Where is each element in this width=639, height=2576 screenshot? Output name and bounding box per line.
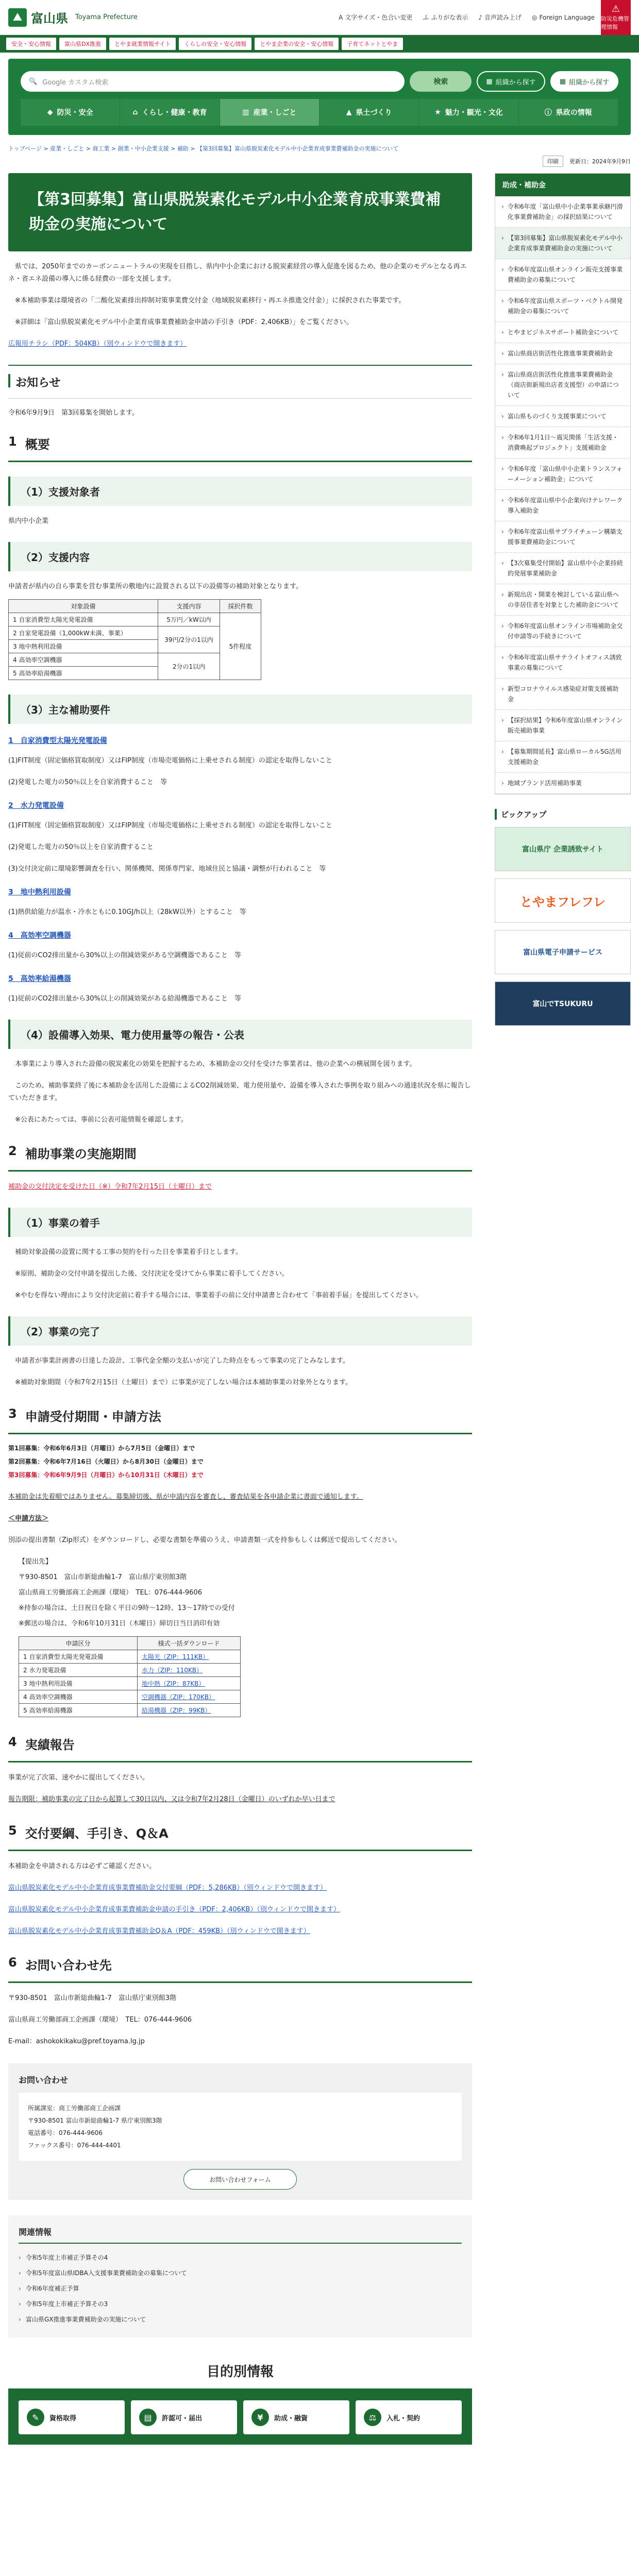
download-link[interactable]: 空調機器（ZIP：170KB） xyxy=(142,1693,215,1701)
section-number: 1 xyxy=(8,434,17,449)
purpose-info xyxy=(8,2353,472,2445)
contact-line: 〒930-8501 富山市新総曲輪1-7 富山県庁東別館3階 xyxy=(8,1994,177,2002)
period-text: 補助金の交付決定を受けた日（※）令和7年2月15日（土曜日）まで xyxy=(8,1183,212,1191)
requirement-heading: 5 高効率給湯機器 xyxy=(8,975,71,983)
purpose-card[interactable] xyxy=(356,2400,462,2434)
table-cell: 2分の1以内 xyxy=(158,653,220,680)
logo-text-ja: 富山県 xyxy=(31,11,68,26)
sidebar-item[interactable]: › 令和6年度富山県オンライン市場補助金交付申請等の手続きについて xyxy=(495,616,630,647)
inquiry-line: 〒930-8501 富山市新総曲輪1-7 県庁東別館3階 xyxy=(28,2117,162,2124)
sidebar-item[interactable]: › 【募集期間延長】富山県ローカル5G活用支援補助金 xyxy=(495,741,630,773)
inquiry-line: 所属課室：商工労働部商工企画課 xyxy=(28,2105,121,2112)
purpose-label: 許認可・届出 xyxy=(162,2414,203,2422)
table-row xyxy=(19,1677,241,1690)
util-label: 文字サイズ・色合い変更 xyxy=(345,14,413,21)
road-icon: ▲ xyxy=(346,108,352,116)
section-title: お問い合わせ先 xyxy=(25,1958,112,1973)
related-item[interactable]: › 富山県GX推進事業費補助金の実施について xyxy=(19,2312,462,2327)
alert-icon: ⚠ xyxy=(611,4,620,14)
subnav-link[interactable]: とやま企業の安全・安心情報 xyxy=(255,38,339,50)
table-row xyxy=(19,1690,241,1704)
pickup-area xyxy=(495,809,631,1026)
target-text: 県内中小企業 xyxy=(8,517,49,525)
section-heading xyxy=(8,1406,472,1434)
sidebar-item[interactable]: › 【採択結果】令和6年度富山県オンライン販売補助事業 xyxy=(495,710,630,741)
breadcrumb[interactable]: トップページ > 産業・しごと > 商工業 > 創業・中小企業支援 > 補助 > 【第3回募集】富山県脱炭素化モデル中小企業育成事業費補助金の実施について xyxy=(8,145,399,152)
main-content xyxy=(8,173,472,2445)
doc-link[interactable]: 富山県脱炭素化モデル中小企業育成事業費補助金申請の手引き（PDF：2,406KB）（別ウィンドウで開きます） xyxy=(8,1906,341,1913)
contract-icon: ⚖ xyxy=(364,2409,381,2426)
org-icon: ▦ xyxy=(486,77,493,86)
page-tools xyxy=(0,152,639,167)
table-cell: 2 水力発電設備 xyxy=(19,1664,138,1677)
certificate-icon: ✎ xyxy=(27,2409,44,2426)
table-header-row xyxy=(19,1637,241,1650)
dest-block xyxy=(19,1571,472,1630)
schedule-item: 第3回募集：令和6年9月9日（月曜日）から10月31日（木曜日）まで xyxy=(8,1471,204,1479)
sidebar-item[interactable]: › 令和6年度「富山県中小企業トランスフォーメーション補助金」について xyxy=(495,459,630,490)
table-row xyxy=(19,1650,241,1664)
subsection-heading: （2）支援内容 xyxy=(8,542,472,571)
subsection-heading: （1）事業の着手 xyxy=(8,1208,472,1237)
inquiry-body xyxy=(19,2093,462,2161)
section-title: 実績報告 xyxy=(25,1738,75,1752)
org-icon: ▦ xyxy=(559,77,566,86)
site-header xyxy=(0,0,639,35)
inquiry-form-button[interactable]: お問い合わせフォーム xyxy=(183,2169,297,2190)
related-info xyxy=(8,2215,472,2337)
sidebar-item[interactable]: › 令和6年度富山県サテライトオフィス誘致事業の募集について xyxy=(495,647,630,679)
search-button[interactable]: 検索 xyxy=(410,71,472,92)
org-search-button-2[interactable] xyxy=(550,71,618,92)
dest-line: ※郵送の場合は、令和6年10月31日（木曜日）締切日当日消印有効 xyxy=(19,1620,220,1628)
related-item[interactable]: › 令和5年度富山県IDBA入支援事業費補助金の募集について xyxy=(19,2265,462,2281)
purpose-card[interactable] xyxy=(131,2400,237,2434)
section-title: 補助事業の実施期間 xyxy=(25,1147,137,1161)
purpose-card[interactable] xyxy=(243,2400,349,2434)
doc-link[interactable]: 富山県脱炭素化モデル中小企業育成事業費補助金交付要綱（PDF：5,286KB）（別ウィンドウで開きます） xyxy=(8,1884,327,1892)
section-heading xyxy=(8,1823,472,1851)
dest-heading: 【提出先】 xyxy=(19,1558,53,1566)
flyer-link[interactable] xyxy=(8,338,472,350)
purpose-label: 資格取得 xyxy=(49,2414,77,2422)
requirement-heading: 1 自家消費型太陽光発電設備 xyxy=(8,737,107,745)
util-label: Foreign Language xyxy=(539,13,595,21)
schedule-list xyxy=(8,1442,472,1482)
download-link[interactable]: 給湯機器（ZIP：99KB） xyxy=(142,1707,211,1714)
dest-line: 〒930-8501 富山市新総曲輪1-7 富山県庁東別館3階 xyxy=(19,1573,187,1581)
complete-line: 申請者が事業計画書の日達した設計、工事代金全額の支払いが完了した時点をもって事業の完了とみなします。 xyxy=(15,1357,349,1365)
section-heading xyxy=(8,1144,472,1172)
purpose-label: 助成・融資 xyxy=(274,2414,308,2422)
disaster-label: 防災危機管理情報 xyxy=(601,15,629,30)
subnav-link[interactable]: 子育てネットとやま xyxy=(342,38,403,50)
table-cell xyxy=(138,1677,241,1690)
download-link[interactable]: 水力（ZIP：110KB） xyxy=(142,1667,203,1674)
section-title: 交付要綱、手引き、Q＆A xyxy=(25,1826,169,1841)
download-link[interactable]: 太陽光（ZIP：111KB） xyxy=(142,1653,209,1660)
org-search-label: 組織から探す xyxy=(568,78,609,87)
subsection-heading: （4）設備導入効果、電力使用量等の報告・公表 xyxy=(8,1020,472,1049)
section-heading xyxy=(8,1735,472,1762)
gnav-label: 魅力・観光・文化 xyxy=(445,109,503,117)
section-number: 6 xyxy=(8,1955,17,1970)
hero-area xyxy=(8,59,631,135)
sidebar-item[interactable]: › 新規出店・開業を検討している富山県への非居住者を対象とした補助金について xyxy=(495,584,630,616)
gnav-label: 県政の情報 xyxy=(556,109,592,117)
util-furigana[interactable] xyxy=(423,13,468,22)
schedule-item: 第1回募集：令和6年6月3日（月曜日）から7月5日（金曜日）まで xyxy=(8,1445,195,1452)
requirement-heading: 3 地中熱利用設備 xyxy=(8,888,71,896)
text-size-icon: A xyxy=(339,13,343,21)
table-cell: 4 高効率空調機器 xyxy=(19,1690,138,1704)
docs-text: 本補助金を申請される方は必ずご確認ください。 xyxy=(8,1862,156,1870)
table-cell: 1 自家消費型太陽光発電設備 xyxy=(9,613,158,626)
requirement-heading: 2 水力発電設備 xyxy=(8,802,64,810)
sidebar-item[interactable]: › 令和6年度富山県オンライン販売支援事業費補助金の募集について xyxy=(495,259,630,291)
sidebar-item[interactable]: › 新型コロナウイルス感染症対策支援補助金 xyxy=(495,679,630,710)
sidebar xyxy=(495,173,631,2445)
download-link[interactable]: 地中熱（ZIP：87KB） xyxy=(142,1680,205,1687)
start-line: ※原則、補助金の交付申請を提出した後、交付決定を受けてから事業に着手してください。 xyxy=(15,1270,289,1278)
table-cell: 5 高効率給湯機器 xyxy=(9,667,158,680)
sidebar-item[interactable]: › 富山県商店街活性化推進事業費補助金（商店街新規出店者支援型）の申請について xyxy=(495,364,630,406)
related-title: 関連情報 xyxy=(19,2226,462,2244)
purpose-label: 入札・契約 xyxy=(386,2414,421,2422)
sidebar-item[interactable]: › 地域ブランド活用補助事業 xyxy=(495,773,630,794)
gnav-label: 防災・安全 xyxy=(57,109,93,117)
table-cell: 3 地中熱利用設備 xyxy=(9,640,158,653)
start-line: 補助対象設備の設置に関する工事の契約を行った日を事業着手日とします。 xyxy=(15,1248,242,1256)
notice-heading: お知らせ xyxy=(8,365,472,399)
requirement-line: (3)交付決定前に環境影響調査を行い、関係機関、関係専門家、地域住民と協議・調整が行われること 等 xyxy=(8,865,326,873)
requirement-heading: 4 高効率空調機器 xyxy=(8,931,71,940)
content-wrapper xyxy=(0,167,639,2445)
report-line: ※公表にあたっては、事前に公表可能情報を確認します。 xyxy=(15,1116,188,1124)
contact-line: E-mail：ashokokikaku@pref.toyama.lg.jp xyxy=(8,2038,145,2045)
table-header-row xyxy=(9,600,261,613)
doc-link-row xyxy=(8,1882,472,1894)
gnav-item-active[interactable] xyxy=(220,99,320,126)
money-icon: ¥ xyxy=(251,2409,269,2426)
subsection-heading: （2）事業の完了 xyxy=(8,1316,472,1346)
subnav-link[interactable]: 富山県DX推進 xyxy=(59,38,106,50)
support-table xyxy=(8,599,261,680)
table-cell xyxy=(138,1690,241,1704)
site-logo[interactable] xyxy=(8,8,138,27)
global-navigation xyxy=(21,99,618,126)
sidebar-item-current[interactable]: › 【第3回募集】富山県脱炭素化モデル中小企業育成事業費補助金の実施について xyxy=(495,228,630,259)
table-cell xyxy=(138,1664,241,1677)
sidebar-item[interactable]: › 富山県ものづくり支援事業について xyxy=(495,406,630,427)
pickup-banner[interactable]: 富山県電子申請サービス xyxy=(495,930,631,974)
search-icon: 🔍 xyxy=(29,77,38,86)
table-cell xyxy=(138,1704,241,1717)
schedule-item: 第2回募集：令和6年7月16日（火曜日）から8月30日（金曜日）まで xyxy=(8,1458,204,1465)
inquiry-box xyxy=(8,2063,472,2200)
util-label: ふりがな表示 xyxy=(431,14,468,21)
building-icon: ▥ xyxy=(242,108,249,116)
result-line: 事業が完了次第、速やかに提出してください。 xyxy=(8,1774,149,1782)
gnav-label: くらし・健康・教育 xyxy=(142,109,207,117)
table-cell: 5 高効率給湯機器 xyxy=(19,1704,138,1717)
search-row xyxy=(21,71,618,92)
speaker-icon: ♪ xyxy=(478,13,483,21)
updated-date: 更新日：2024年9月9日 xyxy=(569,158,631,165)
intro-guide-link[interactable]: ※詳細は「富山県脱炭素化モデル中小企業育成事業費補助金申請の手引き（PDF：2,406KB）」をご覧ください。 xyxy=(15,318,353,326)
doc-link-row xyxy=(8,1904,472,1916)
sidebar-item[interactable]: › 【3次募集受付開始】富山県中小企業持続的発展事業補助金 xyxy=(495,553,630,584)
table-cell: 39円/2分の1以内 xyxy=(158,626,220,653)
gnav-item[interactable] xyxy=(21,99,120,126)
requirement-line: (1)従前のCO2排出量から30%以上の削減効果がある給湯機器であること 等 xyxy=(8,995,241,1003)
requirement-line: (1)熱供給能力が温水・冷水ともに0.10GJ/h以上（28kW以外）とすること 等 xyxy=(8,908,246,916)
inquiry-title: お問い合わせ xyxy=(19,2075,69,2085)
gnav-item[interactable] xyxy=(519,99,618,126)
schedule-note: 本補助金は先着順ではありません。募集締切後、県が申請内容を審査し、審査結果を各申請企業に書面で通知します。 xyxy=(8,1493,363,1501)
gnav-item[interactable] xyxy=(120,99,220,126)
doc-link-row xyxy=(8,1925,472,1938)
requirement-line: (1)FIT制度（固定価格買取制度）又はFIP制度（市場売電価格に上乗せされる制度）の認定を取得しないこと xyxy=(8,822,332,829)
util-font-size[interactable] xyxy=(339,13,412,22)
util-language[interactable] xyxy=(532,14,595,21)
section-number: 2 xyxy=(8,1144,17,1158)
gnav-item[interactable] xyxy=(320,99,419,126)
logo-text-en: Toyama Prefecture xyxy=(75,13,138,21)
sidebar-item[interactable]: › 富山県商店街活性化推進事業費補助金 xyxy=(495,343,630,364)
related-item[interactable]: › 令和5年度上市補正予算その4 xyxy=(19,2250,462,2265)
table-header: 様式一括ダウンロード xyxy=(138,1637,241,1650)
gnav-label: 県土づくり xyxy=(356,109,392,117)
section-heading xyxy=(8,434,472,462)
print-button[interactable]: 印刷 xyxy=(543,156,563,167)
table-cell: 5件程度 xyxy=(220,613,261,680)
table-row xyxy=(9,613,261,626)
table-header: 支援内容 xyxy=(158,600,220,613)
furigana-icon: ふ xyxy=(423,14,429,21)
dest-line: 富山県商工労働部商工企画課（環境） TEL：076-444-9606 xyxy=(19,1589,202,1597)
result-line: 報告期限：補助事業の完了日から起算して30日以内、又は令和7年2月28日（金曜日）のいずれか早い日まで xyxy=(8,1795,335,1803)
inquiry-line: ファックス番号：076-444-4401 xyxy=(28,2142,121,2149)
inquiry-line: 電話番号：076-444-9606 xyxy=(28,2129,103,2137)
subsection-heading: （3）主な補助要件 xyxy=(8,694,472,724)
subnav-link[interactable]: 安全・安心情報 xyxy=(6,38,56,50)
start-line: ※やむを得ない理由により交付決定前に着手する場合には、事業着手の前に交付申請書と合わせて「事前着手届」を提出してください。 xyxy=(15,1292,423,1299)
search-placeholder: Google カスタム検索 xyxy=(42,78,109,87)
intro-note: ※本補助事業は環境省の「二酸化炭素排出抑制対策事業費交付金（地域脱炭素移行・再エネ推進交付金）」に採択された事業です。 xyxy=(15,297,406,304)
table-cell xyxy=(138,1650,241,1664)
info-icon: ⓘ xyxy=(544,109,552,117)
method-heading: ＜申請方法＞ xyxy=(8,1515,49,1522)
table-cell: 5万円／kW以内 xyxy=(158,613,220,626)
download-table xyxy=(19,1636,241,1717)
section-number: 5 xyxy=(8,1823,17,1838)
org-search-label: 組織から探す xyxy=(495,78,536,87)
method-text: 別添の提出書類（Zip形式）をダウンロードし、必要な書類を準備のうえ、申請書類一式を持参もしくは郵送で提出してください。 xyxy=(8,1536,401,1544)
star-icon: ★ xyxy=(434,108,441,116)
subsection-heading: （1）支援対象者 xyxy=(8,477,472,506)
sidebar-item[interactable]: › とやまビジネスサポート補助金について xyxy=(495,322,630,343)
sidebar-item[interactable]: › 令和6年度富山県サプライチェーン構築支援事業費補助金について xyxy=(495,521,630,553)
table-cell: 4 高効率空調機器 xyxy=(9,653,158,667)
support-text: 申請者が県内の自ら事業を営む事業所の敷地内に設置される以下の設備等の補助対象となります。 xyxy=(8,583,302,590)
requirement-line: (1)FIT制度（固定価格買取制度）又はFIP制度（市場売電価格に上乗せされる制度）の認定を取得しないこと xyxy=(8,757,332,765)
doc-link[interactable]: 富山県脱炭素化モデル中小企業育成事業費補助金Q＆A（PDF：459KB）（別ウィンドウで開きます） xyxy=(8,1927,310,1935)
section-title: 概要 xyxy=(25,437,50,452)
document-icon: ▤ xyxy=(139,2409,157,2426)
requirement-line: (2)発電した電力の50％以上を自家消費すること xyxy=(8,843,154,851)
sidebar-title: 助成・補助金 xyxy=(495,174,630,196)
home-icon: ⌂ xyxy=(132,108,138,116)
sidebar-item[interactable]: › 令和6年度富山県中小企業向けテレワーク導入補助金 xyxy=(495,490,630,521)
section-heading xyxy=(8,1955,472,1983)
complete-line: ※補助対象期間（令和7年2月15日（土曜日）まで）に事業が完了しない場合は本補助事業の対象外となります。 xyxy=(15,1379,352,1386)
sidebar-item[interactable]: › 令和6年1月1日～震災関係「生活支援・消費喚起プロジェクト」支援補助金 xyxy=(495,427,630,459)
flyer-link-text[interactable]: 広報用チラシ（PDF：504KB）（別ウィンドウで開きます） xyxy=(8,340,187,348)
sidebar-item[interactable]: › 令和6年度「富山県中小企業事業承継円滑化事業費補助金」の採択結果について xyxy=(495,196,630,228)
requirement-line: (2)発電した電力の50％以上を自家消費すること 等 xyxy=(8,778,167,786)
pickup-title: ピックアップ xyxy=(495,809,631,820)
table-header: 申請区分 xyxy=(19,1637,138,1650)
util-label: 音声読み上げ xyxy=(484,14,522,21)
search-input[interactable] xyxy=(21,71,405,92)
gnav-label: 産業・しごと xyxy=(253,109,297,117)
report-line: このため、補助事業終了後に本補助金を活用した設備によるCO2削減効果、電力使用量や、設備を導入された事例を取り組みへの通達状況を県に報告していただきます。 xyxy=(8,1082,471,1102)
org-search-button[interactable] xyxy=(477,71,545,92)
purpose-title: 目的別情報 xyxy=(8,2353,472,2390)
subnav-link[interactable]: くらしの安全・安心情報 xyxy=(179,38,251,50)
related-list xyxy=(19,2250,462,2327)
util-speech[interactable] xyxy=(478,13,522,22)
report-line: 本事業により導入された設備の脱炭素化の効果を把握するため、本補助金の交付を受けた事業者は、他の企業への横展開を図ります。 xyxy=(15,1060,416,1068)
table-cell: 2 自家発電設備（1,000kW未満、事業） xyxy=(9,626,158,640)
sidebar-list xyxy=(495,196,630,794)
logo-mark-icon: ⛰ xyxy=(8,8,27,27)
pickup-banner[interactable]: 富山でTSUKURU xyxy=(495,981,631,1026)
table-header: 対象設備 xyxy=(9,600,158,613)
globe-icon: ◎ xyxy=(532,13,537,21)
gnav-item[interactable] xyxy=(419,99,518,126)
table-row xyxy=(19,1664,241,1677)
intro-text: 県では、2050年までのカーボンニュートラルの実現を目指し、県内中小企業における脱炭素経営の導入促進を図るため、他の企業のモデルとなる再エネ・省エネ設備の導入に係る経費の一部を支援します。 xyxy=(8,263,467,283)
related-item[interactable]: › 令和5年度上市補正予算その3 xyxy=(19,2296,462,2312)
sub-navigation xyxy=(0,35,639,53)
section-title: 申請受付期間・申請方法 xyxy=(25,1410,161,1424)
pickup-banner[interactable]: 富山県庁 企業誘致サイト xyxy=(495,827,631,871)
table-row xyxy=(19,1704,241,1717)
related-item[interactable]: › 令和6年度補正予算 xyxy=(19,2281,462,2296)
requirement-line: (1)従前のCO2排出量から30%以上の削減効果がある空調機器であること 等 xyxy=(8,952,241,959)
notice-text: 令和6年9月9日 第3回募集を開始します。 xyxy=(8,409,139,417)
shield-icon: ◆ xyxy=(47,108,53,116)
dest-line: ※持参の場合は、土日祝日を除く平日の9時～12時、13～17時での受付 xyxy=(19,1604,235,1612)
pickup-banner[interactable]: とやまフレフレ xyxy=(495,878,631,923)
section-number: 3 xyxy=(8,1406,17,1421)
utility-links xyxy=(339,13,595,22)
table-cell: 1 自家消費型太陽光発電設備 xyxy=(19,1650,138,1664)
purpose-grid xyxy=(8,2390,472,2434)
sidebar-item[interactable]: › 令和6年度富山県スポーツ・ベクトル開発補助金の募集について xyxy=(495,291,630,322)
purpose-card[interactable] xyxy=(19,2400,125,2434)
section-number: 4 xyxy=(8,1735,17,1749)
subnav-link[interactable]: とやま就業情報サイト xyxy=(109,38,176,50)
table-header: 採択件数 xyxy=(220,600,261,613)
table-cell: 3 地中熱利用設備 xyxy=(19,1677,138,1690)
page-title: 【第3回募集】富山県脱炭素化モデル中小企業育成事業費補助金の実施について xyxy=(8,173,472,251)
contact-line: 富山県商工労働部商工企画課（環境） TEL：076-444-9606 xyxy=(8,2016,192,2024)
disaster-info-button[interactable] xyxy=(601,0,631,35)
sidebar-menu xyxy=(495,173,631,794)
